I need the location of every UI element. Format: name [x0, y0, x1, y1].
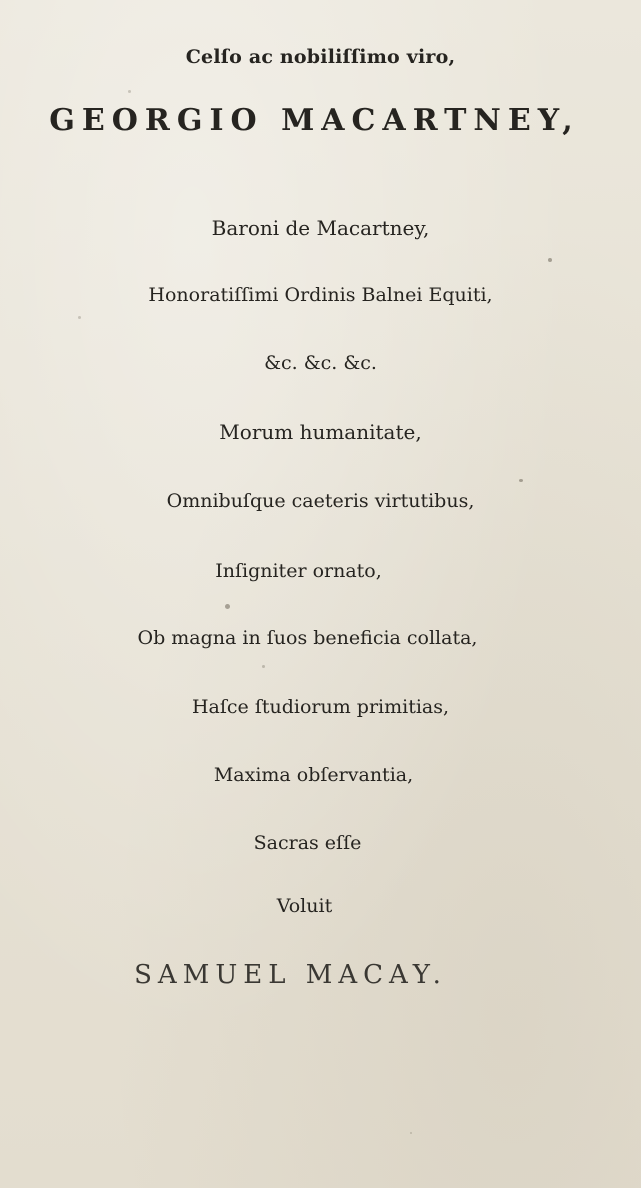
- dedication-line-maxima: Maxima obſervantia,: [213, 764, 414, 786]
- dedication-line-insig: Inſigniter ornato,: [215, 560, 382, 582]
- paper-speck: [78, 316, 81, 319]
- paper-speck: [410, 1132, 412, 1134]
- dedicatee-name: GEORGIO MACARTNEY,: [49, 103, 580, 138]
- dedication-line-voluit: Voluit: [276, 895, 333, 917]
- dedication-line-baroni: Baroni de Macartney,: [211, 216, 430, 240]
- dedication-line-sacras: Sacras eſſe: [253, 832, 362, 854]
- dedication-line-celso: Celſo ac nobiliſſimo viro,: [185, 46, 456, 68]
- dedication-line-etc: &c. &c. &c.: [264, 352, 377, 374]
- dedication-line-morum: Morum humanitate,: [219, 420, 422, 444]
- paper-speck: [548, 258, 552, 262]
- dedication-line-hafce: Haſce ſtudiorum primitias,: [191, 696, 450, 718]
- dedication-line-omni: Omnibuſque caeteris virtutibus,: [166, 490, 475, 512]
- dedication-line-ob: Ob magna in ſuos beneficia collata,: [137, 627, 478, 649]
- author-signature-name: SAMUEL MACAY.: [134, 960, 447, 990]
- paper-speck: [225, 604, 230, 609]
- paper-speck: [262, 665, 265, 668]
- paper-speck: [519, 479, 523, 482]
- dedication-line-honor: Honoratiſſimi Ordinis Balnei Equiti,: [148, 284, 493, 306]
- paper-speck: [128, 90, 131, 93]
